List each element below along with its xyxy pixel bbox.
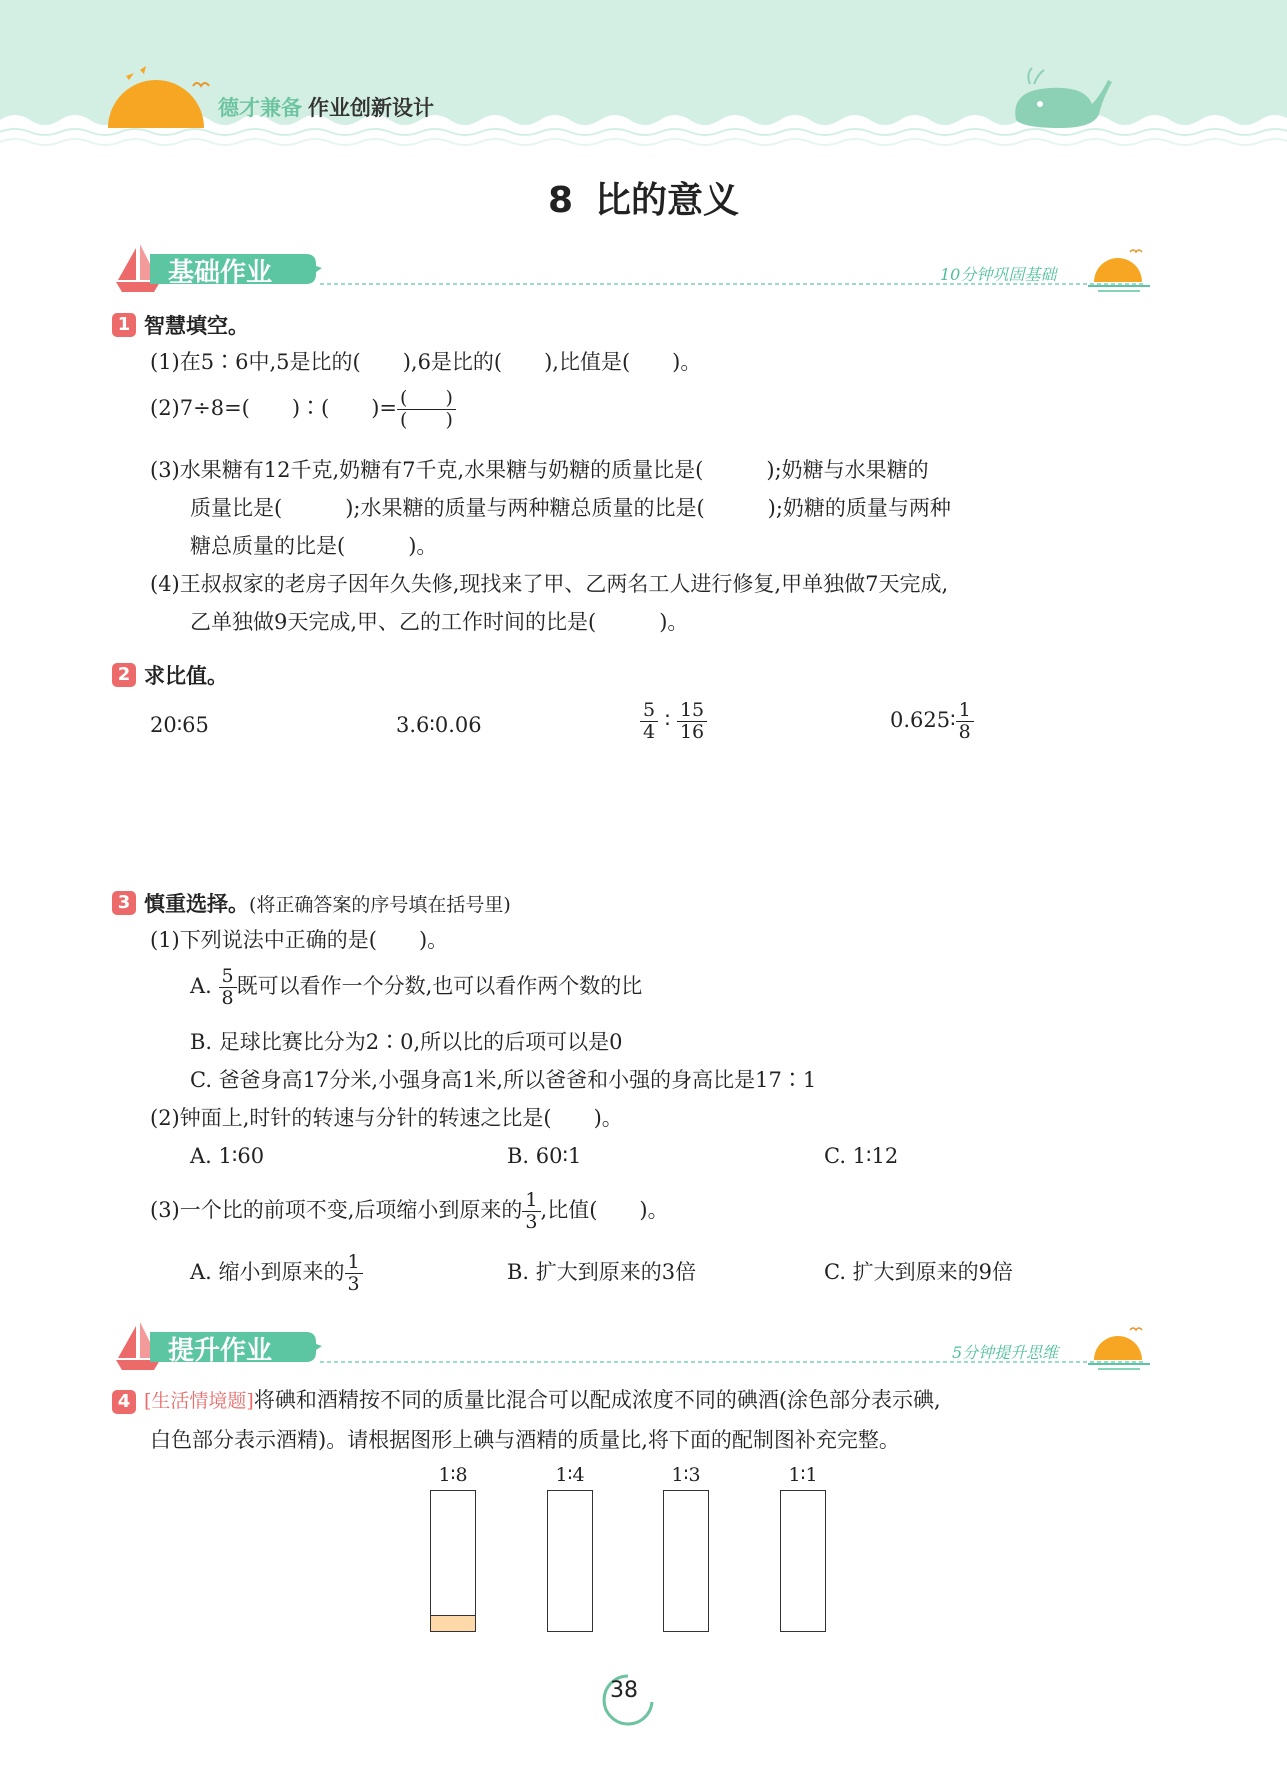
- iodine-fill: [431, 1615, 475, 1631]
- question-4-line2: 白色部分表示酒精)。请根据图形上碘与酒精的质量比,将下面的配制图补充完整。: [150, 1428, 900, 1452]
- section-subtitle-advanced: 5分钟提升思维: [952, 1343, 1059, 1362]
- q1-part1: (1)在5∶6中,5是比的( ),6是比的( ),比值是( )。: [150, 350, 702, 374]
- denominator: 8: [221, 987, 234, 1009]
- denominator: 8: [958, 721, 971, 743]
- numerator: 1: [345, 1252, 363, 1274]
- lesson-number: 8: [547, 180, 574, 221]
- question-number: 4: [112, 1390, 136, 1414]
- denominator: 3: [525, 1211, 538, 1233]
- q2-expr-2: 3.6∶0.06: [396, 713, 482, 737]
- ratio-bar: [780, 1490, 826, 1632]
- q1-part3-line1: (3)水果糖有12千克,奶糖有7千克,水果糖与奶糖的质量比是( );奶糖与水果糖的: [150, 458, 929, 482]
- question-number: 2: [112, 663, 136, 687]
- q3-sub3-option-b: B. 扩大到原来的3倍: [507, 1260, 697, 1284]
- bar-label: 1∶4: [555, 1464, 585, 1486]
- q3-sub2-option-a: A. 1∶60: [190, 1144, 265, 1168]
- q1-part2: [150, 388, 456, 431]
- q3-sub2: (2)钟面上,时针的转速与分针的转速之比是( )。: [150, 1106, 623, 1130]
- q1-part3-line3: 糖总质量的比是( )。: [190, 534, 438, 558]
- ratio-bar: [547, 1490, 593, 1632]
- ratio-bar: [663, 1490, 709, 1632]
- question-2-heading: [112, 660, 228, 690]
- q3-sub2-option-b: B. 60∶1: [507, 1144, 582, 1168]
- fraction: [677, 700, 707, 743]
- bar-label: 1∶1: [788, 1464, 818, 1486]
- bar-label: 1∶8: [438, 1464, 468, 1486]
- q1-part4-line2: 乙单独做9天完成,甲、乙的工作时间的比是( )。: [190, 610, 689, 634]
- page-title: [0, 172, 1287, 223]
- numerator: 5: [640, 700, 658, 722]
- q2-expr-3: [640, 700, 707, 743]
- numerator: 15: [677, 700, 707, 722]
- ratio-bar: [430, 1490, 476, 1632]
- q1-part3-line2: 质量比是( );水果糖的质量与两种糖总质量的比是( );奶糖的质量与两种: [190, 496, 951, 520]
- q2-expr-4-text: 0.625∶: [890, 708, 956, 732]
- q2-expr-4: [890, 700, 974, 743]
- brand-title: [218, 92, 434, 122]
- q3-sub3-option-c: C. 扩大到原来的9倍: [824, 1260, 1014, 1284]
- q2-expr-1: 20∶65: [150, 713, 209, 737]
- header-banner: [0, 0, 1287, 150]
- question-title: 智慧填空。: [144, 314, 249, 338]
- question-title: 求比值。: [144, 664, 228, 688]
- ratio-sign: ∶: [664, 708, 671, 732]
- section-subtitle-basic: 10分钟巩固基础: [940, 265, 1057, 284]
- fraction: [640, 700, 658, 743]
- denominator: ( ): [400, 409, 453, 431]
- section-label-advanced: 提升作业: [168, 1336, 273, 1366]
- question-note: (将正确答案的序号填在括号里): [249, 893, 511, 916]
- option-text: A. 缩小到原来的: [190, 1260, 345, 1284]
- q3-sub3-option-a: [190, 1252, 363, 1295]
- bar-label: 1∶3: [671, 1464, 701, 1486]
- numerator: 5: [219, 966, 237, 988]
- numerator: 1: [522, 1190, 540, 1212]
- question-title: 慎重选择。: [144, 892, 249, 916]
- section-label-basic: 基础作业: [168, 258, 273, 288]
- fraction: [397, 388, 456, 431]
- sunset-icon: [1088, 250, 1150, 291]
- q3-sub2-option-c: C. 1∶12: [824, 1144, 899, 1168]
- brand-dark: 作业创新设计: [308, 96, 434, 120]
- question-tag: [生活情境题]: [144, 1390, 254, 1412]
- option-text: 既可以看作一个分数,也可以看作两个数的比: [236, 974, 643, 998]
- numerator: 1: [956, 700, 974, 722]
- question-4-line1: [112, 1386, 941, 1415]
- q1-part4-line1: (4)王叔叔家的老房子因年久失修,现找来了甲、乙两名工人进行修复,甲单独做7天完成,: [150, 572, 949, 596]
- question-1-heading: [112, 310, 249, 340]
- denominator: 3: [347, 1273, 360, 1295]
- q3-sub3: [150, 1190, 669, 1233]
- fraction: [219, 966, 237, 1009]
- q3-sub1: (1)下列说法中正确的是( )。: [150, 928, 449, 952]
- q3-sub3-text: (3)一个比的前项不变,后项缩小到原来的: [150, 1198, 523, 1222]
- numerator: ( ): [397, 388, 456, 410]
- question-number: 1: [112, 313, 136, 337]
- option-letter: A.: [190, 974, 219, 998]
- sunset-icon: [1088, 1328, 1150, 1369]
- q1-part2-text: (2)7÷8=( )∶( )=: [150, 396, 398, 420]
- lesson-title: 比的意义: [595, 180, 740, 221]
- question-3-heading: [112, 888, 511, 918]
- q3-sub1-option-b: B. 足球比赛比分为2∶0,所以比的后项可以是0: [190, 1030, 623, 1054]
- q3-sub3-text-end: ,比值( )。: [540, 1198, 669, 1222]
- page-number: 38: [610, 1678, 638, 1703]
- fraction: [345, 1252, 363, 1295]
- fraction: [956, 700, 974, 743]
- q3-sub1-option-a: [190, 966, 642, 1009]
- denominator: 16: [679, 721, 705, 743]
- q3-sub1-option-c: C. 爸爸身高17分米,小强身高1米,所以爸爸和小强的身高比是17∶1: [190, 1068, 817, 1092]
- denominator: 4: [643, 721, 656, 743]
- question-text: 将碘和酒精按不同的质量比混合可以配成浓度不同的碘酒(涂色部分表示碘,: [253, 1388, 941, 1412]
- fraction: [522, 1190, 540, 1233]
- question-number: 3: [112, 891, 136, 915]
- brand-green: 德才兼备: [218, 96, 302, 120]
